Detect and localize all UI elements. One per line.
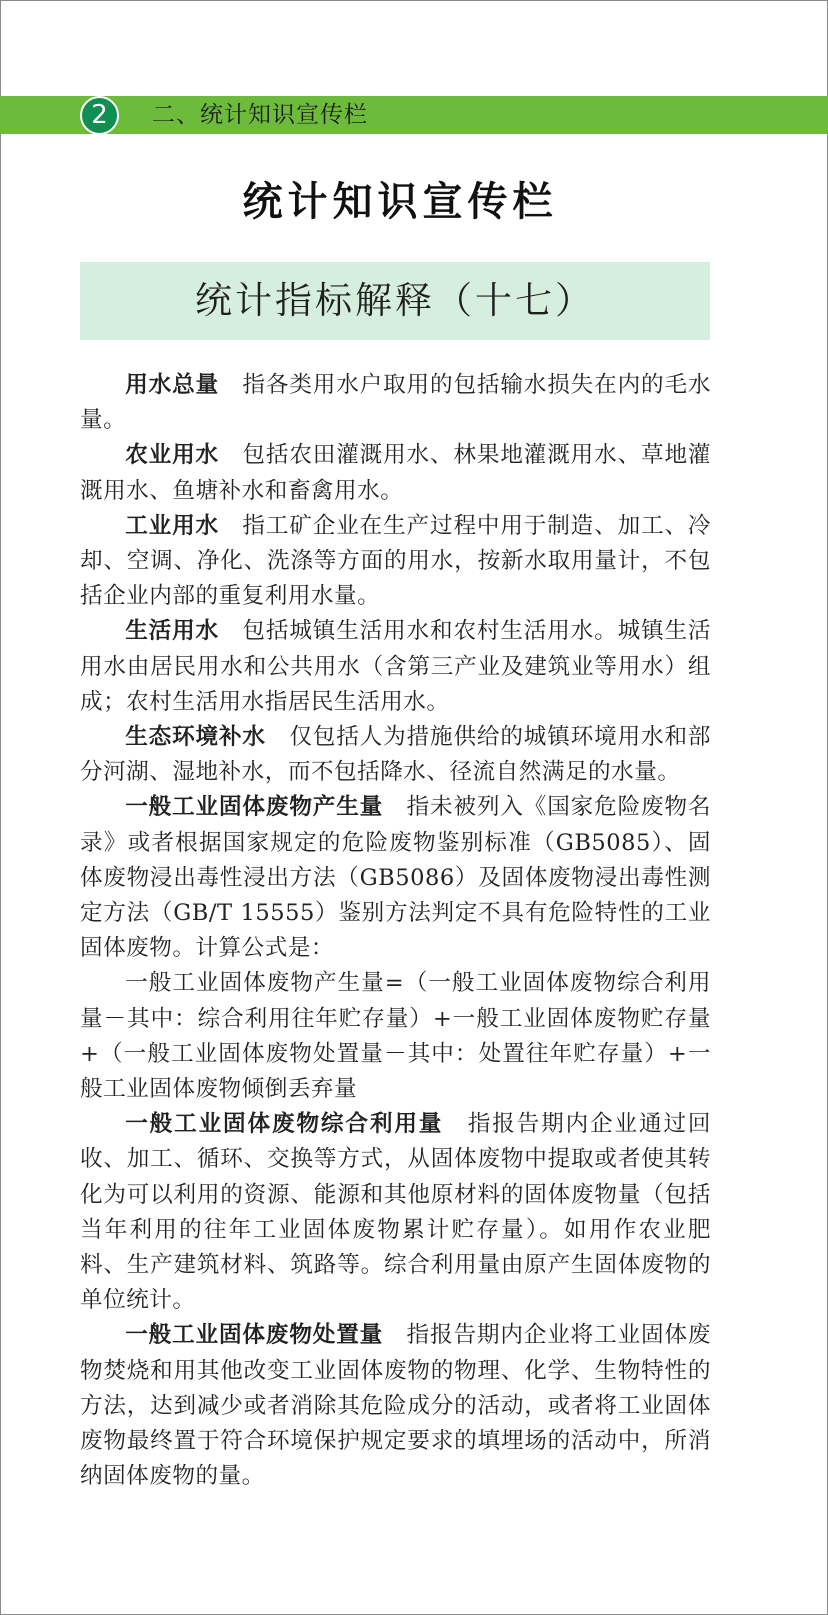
- term: 工业用水: [125, 512, 219, 539]
- definition: 指工矿企业在生产过程中用于制造、加工、冷却、空调、净化、洗涤等方面的用水，按新水取用量计，不包括企业内部的重复利用水量。: [80, 512, 712, 610]
- page-title: 统计知识宣传栏: [242, 179, 558, 225]
- section-label: 二、统计知识宣传栏: [152, 102, 368, 128]
- paragraph: [80, 790, 711, 966]
- formula: 一般工业固体废物产生量=（一般工业固体废物综合利用量－其中：综合利用往年贮存量）+一般工业固体废物贮存量+（一般工业固体废物处置量－其中：处置往年贮存量）+一般工业固体废物倾倒丢弃量: [80, 970, 711, 1103]
- definition: 指未被列入《国家危险废物名录》或者根据国家规定的危险废物鉴别标准（GB5085）、固体废物浸出毒性浸出方法（GB5086）及固体废物浸出毒性测定方法（GB/T 15555）鉴别方法判定不具有危险特性的工业固体废物。计算公式是：: [80, 794, 712, 962]
- paragraph: [80, 614, 711, 720]
- definition: 包括农田灌溉用水、林果地灌溉用水、草地灌溉用水、鱼塘补水和畜禽用水。: [80, 442, 712, 504]
- paragraph: [80, 1107, 711, 1318]
- definition: 指各类用水户取用的包括输水损失在内的毛水量。: [80, 372, 712, 434]
- definition: 指报告期内企业将工业固体废物焚烧和用其他改变工业固体废物的物理、化学、生物特性的方法，达到减少或者消除其危险成分的活动，或者将工业固体废物最终置于符合环境保护规定要求的填埋场的活动中，所消纳固体废物的量。: [80, 1322, 712, 1490]
- paragraph: [80, 720, 711, 790]
- term: 用水总量: [125, 372, 219, 398]
- formula-paragraph: [80, 966, 711, 1107]
- term: 一般工业固体废物产生量: [125, 794, 384, 821]
- page-number-badge: 2: [80, 96, 119, 135]
- definition: 仅包括人为措施供给的城镇环境用水和部分河湖、湿地补水，而不包括降水、径流自然满足的水量。: [80, 724, 712, 786]
- paragraph: [80, 438, 711, 508]
- term: 一般工业固体废物处置量: [125, 1322, 384, 1349]
- paragraph: [80, 368, 711, 438]
- definition: 指报告期内企业通过回收、加工、循环、交换等方式，从固体废物中提取或者使其转化为可以利用的资源、能源和其他原材料的固体废物量（包括当年利用的往年工业固体废物累计贮存量）。如用作农业肥料、生产建筑材料、筑路等。综合利用量由原产生固体废物的单位统计。: [80, 1111, 712, 1314]
- term: 农业用水: [125, 442, 219, 469]
- body-text: [80, 368, 711, 1495]
- paragraph: [80, 1318, 711, 1494]
- term: 生活用水: [125, 618, 219, 645]
- section-header-bar: [0, 96, 828, 134]
- paragraph: [80, 509, 711, 615]
- subtitle: 统计指标解释（十七）: [195, 279, 595, 322]
- definition: 包括城镇生活用水和农村生活用水。城镇生活用水由居民用水和公共用水（含第三产业及建筑业等用水）组成；农村生活用水指居民生活用水。: [80, 618, 712, 715]
- term: 一般工业固体废物综合利用量: [125, 1111, 444, 1138]
- term: 生态环境补水: [125, 724, 266, 751]
